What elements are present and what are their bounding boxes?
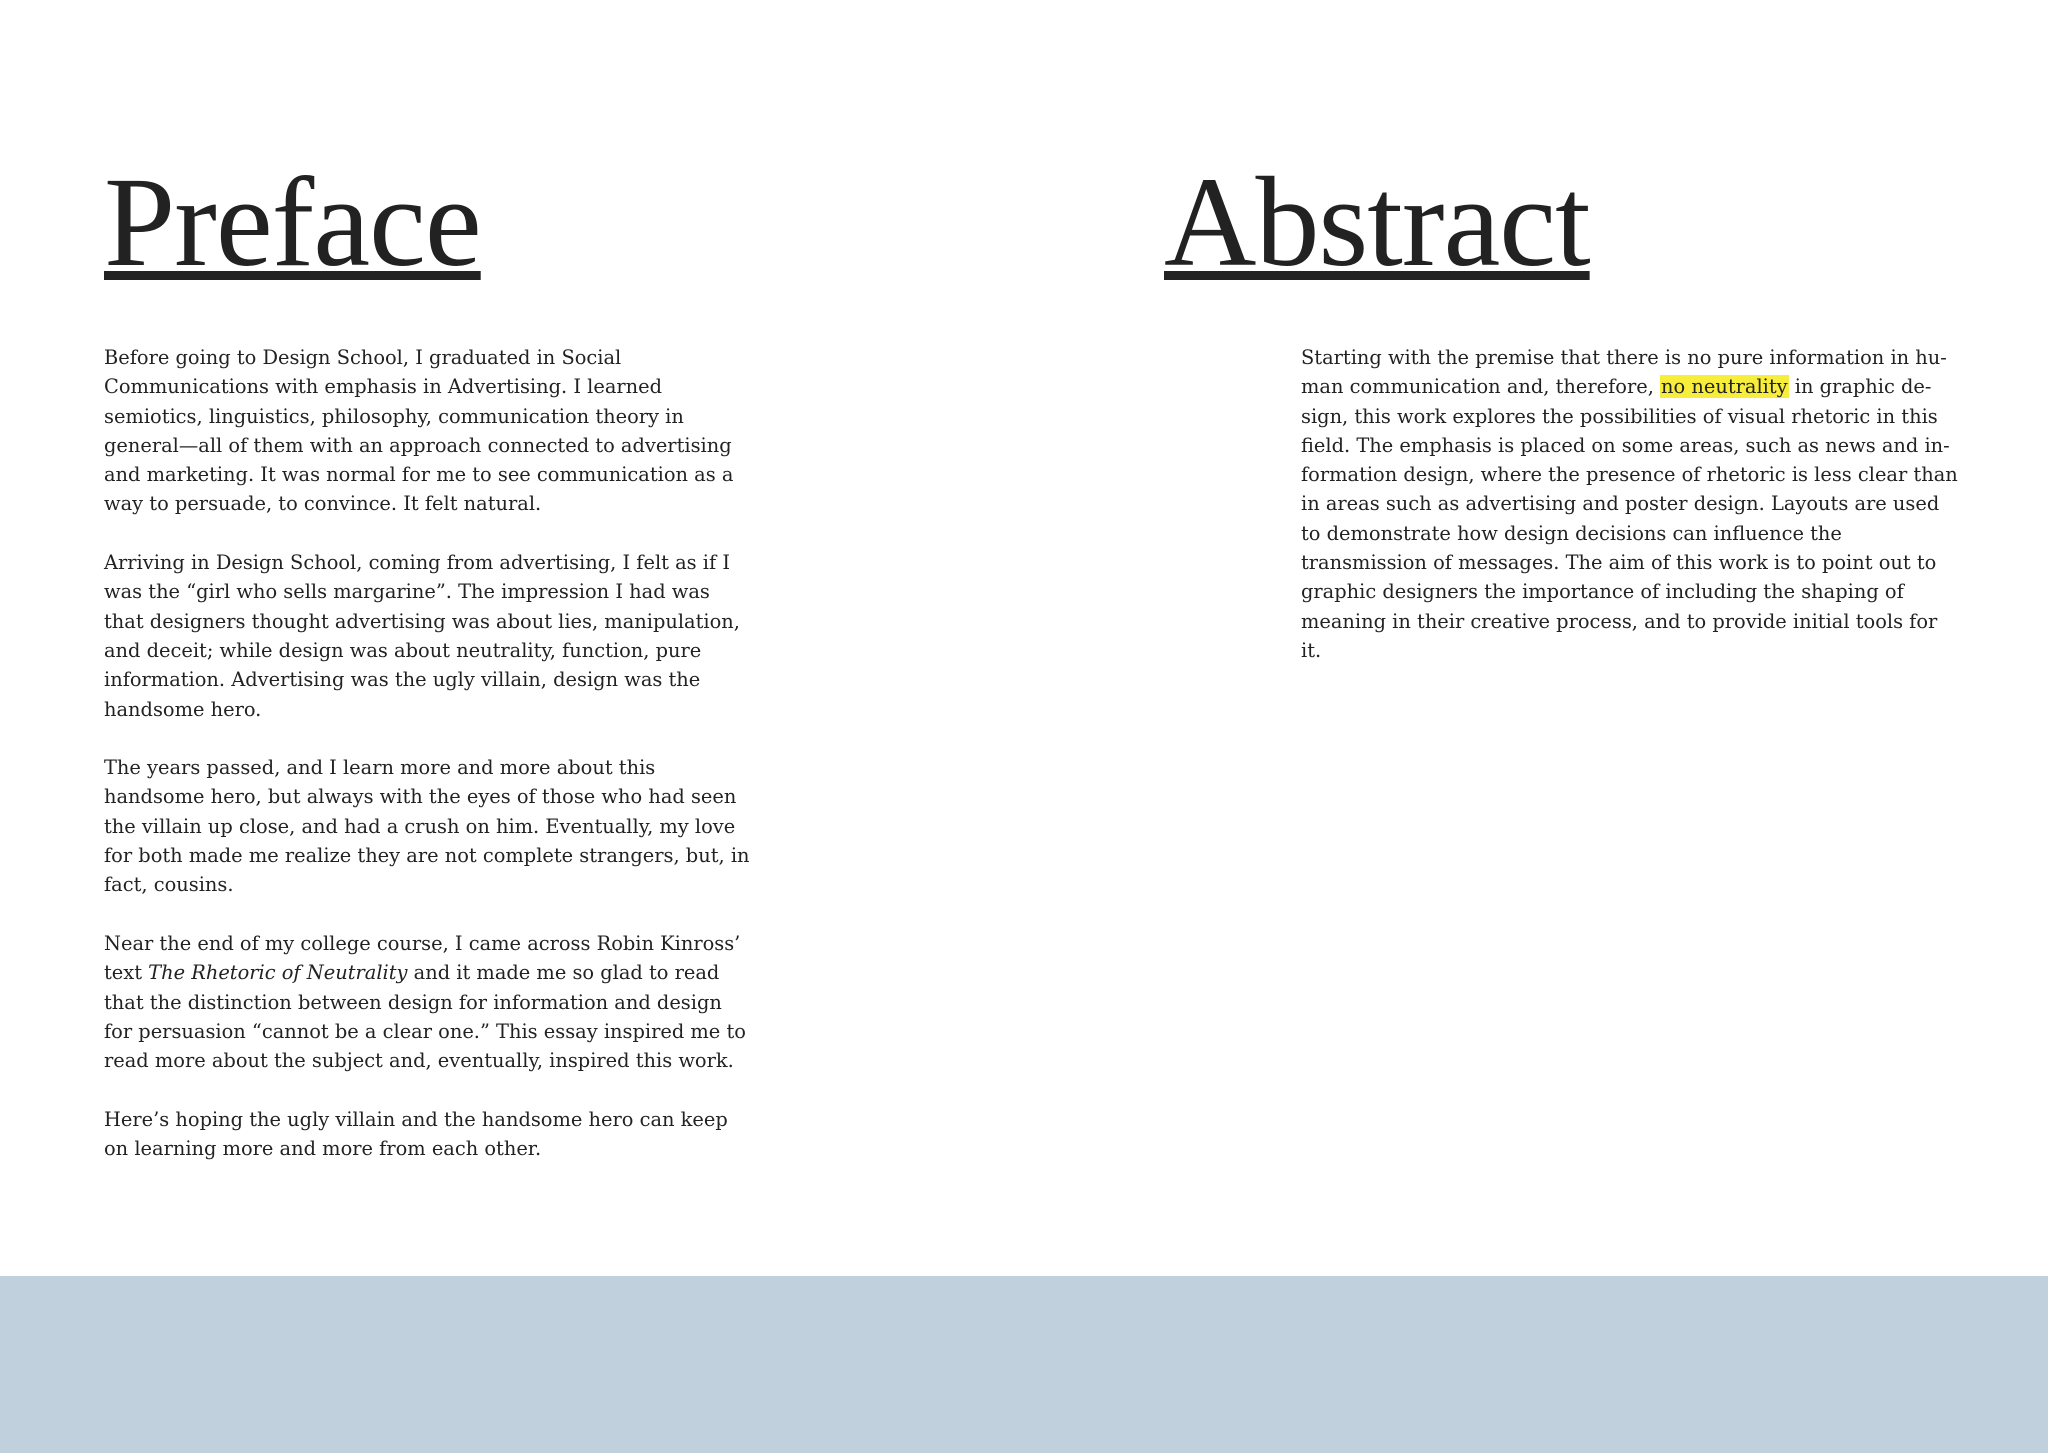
abstract-text-lead: Starting with the premise that there is no pure information in human communication and, therefore, bbox=[1301, 346, 1947, 399]
abstract-text-rest: in graphic design, this work explores the possibilities of visual rhetoric in this field. The emphasis is placed on some areas, such as news and information design, where the presence of rhetoric is less clear than in areas such as advertising and poster design. Layouts are used to demonstrate how design decisions can influence the transmission of messages. The aim of this work is to point out to graphic designers the importance of including the shaping of meaning in their creative process, and to provide initial tools for it. bbox=[1301, 375, 1958, 662]
abstract-paragraph bbox=[1301, 343, 1961, 665]
preface-paragraph-1: Before going to Design School, I graduated in Social Communications with emphasis in Advertising. I learned semiotics, linguistics, philosophy, communication theory in general—all of them with an approach connected to advertising and marketing. It was normal for me to see communication as a way to persuade, to convince. It felt natural. bbox=[104, 346, 734, 516]
bottom-band bbox=[0, 1276, 2048, 1453]
preface-paragraph-5: Here’s hoping the ugly villain and the handsome hero can keep on learning more and more from each other. bbox=[104, 1107, 728, 1161]
preface-paragraph-3: The years passed, and I learn more and more about this handsome hero, but always with the eyes of those who had seen the villain up close, and had a crush on him. Eventually, my love for both made me realize they are not complete strangers, but, in fact, cousins. bbox=[104, 756, 750, 897]
left-page bbox=[0, 0, 1024, 1276]
abstract-body bbox=[1301, 343, 1961, 695]
preface-paragraph-4-rest: and it made me so glad to read that the distinction between design for information and design for persuasion “cannot be a clear one.” This essay inspired me to read more about the subject and, eventually, inspired this work. bbox=[104, 961, 746, 1073]
preface-paragraph-4-lead: Near the end of my college course, I came across Robin Kinross’ text bbox=[104, 931, 741, 985]
highlighted-phrase: no neutrality bbox=[1661, 375, 1788, 399]
preface-paragraph-4 bbox=[104, 929, 754, 1075]
book-title-italic: The Rhetoric of Neutrality bbox=[148, 961, 408, 985]
right-page bbox=[1024, 0, 2048, 1276]
abstract-heading: Abstract bbox=[1164, 151, 1590, 293]
preface-paragraph-2: Arriving in Design School, coming from advertising, I felt as if I was the “girl who sells margarine”. The impression I had was that designers thought advertising was about lies, manipulation, and deceit; while design was about neutrality, function, pure information. Advertising was the ugly villain, design was the handsome hero. bbox=[104, 551, 740, 721]
preface-body bbox=[104, 343, 754, 1193]
preface-heading: Preface bbox=[104, 151, 481, 293]
